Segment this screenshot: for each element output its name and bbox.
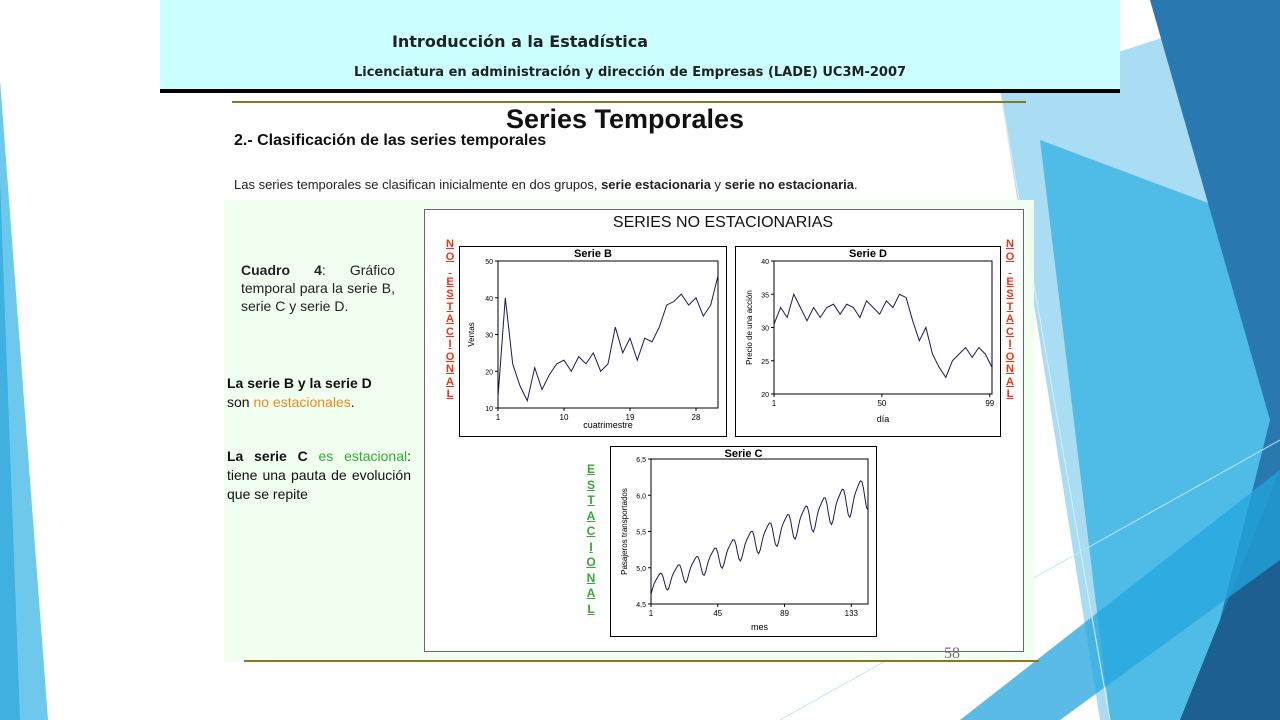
x-axis-label: cuatrimestre (583, 420, 633, 430)
label-letter: O (445, 350, 455, 363)
chart-title: Serie B (574, 248, 612, 260)
label-letter: O (1005, 250, 1015, 263)
series-line (651, 481, 868, 594)
serie-b-plot (460, 247, 726, 436)
top-rule (232, 101, 1026, 103)
chart-serie-d (735, 246, 1001, 437)
y-tick-label: 25 (761, 358, 769, 366)
chart-title: Serie D (849, 248, 887, 260)
x-tick-label: 45 (713, 609, 723, 618)
x-tick-label: 133 (844, 609, 858, 618)
label-letter: N (586, 570, 596, 585)
x-tick-label: 19 (625, 413, 635, 422)
header-rule (160, 89, 1120, 93)
y-tick-label: 35 (761, 292, 769, 300)
note-bd-highlight: no estacionales (253, 394, 351, 410)
serie-c-plot (611, 447, 876, 636)
label-letter: T (446, 300, 454, 313)
label-letter: S (586, 477, 595, 492)
label-letter: C (586, 524, 596, 538)
label-letter: S (1006, 288, 1014, 300)
label-letter: A (586, 586, 596, 600)
intro-period: . (854, 177, 858, 192)
x-axis-label: día (876, 414, 890, 424)
series-line (774, 294, 992, 377)
label-letter: L (1006, 388, 1014, 400)
label-no-estacional-right (1003, 238, 1017, 401)
label-no-estacional-left (443, 238, 457, 401)
y-tick-label: 10 (485, 406, 493, 413)
note-c-highlight: es estacional (318, 448, 408, 464)
label-letter: N (1006, 238, 1014, 250)
x-tick-label: 10 (559, 413, 569, 422)
x-tick-label: 1 (495, 413, 501, 422)
x-tick-label: 50 (877, 399, 887, 408)
label-letter: C (1006, 325, 1014, 338)
label-letter: T (587, 493, 595, 507)
intro-paragraph (234, 177, 858, 192)
label-letter: I (448, 338, 452, 350)
label-letter: O (1005, 350, 1015, 363)
course-title: Introducción a la Estadística (391, 32, 649, 51)
plot-area (774, 261, 992, 394)
x-tick-label: 89 (780, 609, 789, 618)
label-letter: E (446, 275, 454, 288)
note-bd-pre: son (227, 394, 254, 410)
label-letter: S (446, 288, 454, 300)
y-tick-label: 40 (761, 259, 769, 266)
y-tick-label: 50 (485, 259, 493, 266)
label-letter (1003, 263, 1017, 276)
y-tick-label: 30 (485, 332, 493, 340)
y-tick-label: 6,5 (636, 457, 646, 464)
series-line (498, 276, 718, 401)
label-letter: N (1006, 363, 1014, 375)
label-letter (443, 263, 457, 276)
label-letter: I (1008, 338, 1012, 350)
label-estacional (584, 462, 598, 617)
label-letter: I (589, 539, 593, 554)
note-c-bold: La serie C (227, 448, 308, 464)
section-title: 2.- Clasificación de las series temporales (234, 132, 547, 149)
caption-bold: Cuadro 4 (241, 262, 322, 278)
label-letter: A (446, 375, 454, 388)
x-tick-label: 99 (985, 399, 995, 408)
label-letter: E (586, 462, 595, 476)
y-axis-label: Precio de una acción (745, 290, 754, 365)
note-c-space (308, 448, 319, 464)
label-letter: A (446, 313, 454, 325)
note-series-c (227, 447, 411, 504)
label-letter: A (586, 508, 596, 523)
y-axis-label: Pasajeros transportados (620, 488, 629, 575)
note-bd-post: . (350, 394, 355, 410)
course-subtitle: Licenciatura en administración y dirección de Empresas (LADE) UC3M-2007 (353, 65, 907, 80)
figure-title: SERIES NO ESTACIONARIAS (612, 214, 834, 231)
y-tick-label: 20 (761, 392, 769, 399)
y-axis-label: Ventas (467, 322, 476, 347)
y-tick-label: 5,0 (636, 565, 646, 573)
y-tick-label: 30 (761, 325, 769, 333)
label-letter: E (1006, 275, 1014, 288)
note-bd-bold: La serie B y la serie D (227, 375, 372, 391)
chart-serie-c (610, 446, 877, 637)
chart-serie-b (459, 246, 727, 437)
intro-text: Las series temporales se clasifican inicialmente en dos grupos, (234, 177, 602, 192)
label-letter: L (587, 601, 595, 616)
label-letter: T (1006, 300, 1014, 313)
y-tick-label: 20 (485, 369, 493, 377)
label-letter: A (1006, 375, 1014, 388)
label-letter: O (445, 250, 455, 263)
x-tick-label: 28 (691, 413, 701, 422)
label-letter: N (446, 238, 454, 250)
y-tick-label: 5,5 (636, 529, 646, 537)
x-tick-label: 1 (771, 399, 777, 408)
y-tick-label: 40 (485, 295, 493, 303)
bottom-rule (244, 660, 1039, 662)
label-letter: O (586, 555, 596, 569)
y-tick-label: 6,0 (636, 493, 646, 501)
label-letter: A (1006, 313, 1014, 325)
page-title: Series Temporales (505, 104, 745, 134)
serie-d-plot (736, 247, 1000, 436)
intro-bold-stationary: serie estacionaria (601, 177, 711, 192)
caption-text: : Gráfico temporal para la serie B, serie C y serie D. (241, 262, 395, 314)
page-number: 58 (944, 645, 960, 662)
chart-title: Serie C (724, 448, 763, 460)
y-tick-label: 4,5 (636, 602, 646, 609)
label-letter: L (446, 388, 454, 400)
figure-caption (241, 261, 395, 315)
x-axis-label: mes (750, 622, 769, 632)
label-letter: N (446, 363, 454, 375)
plot-area (651, 459, 868, 604)
x-tick-label: 1 (648, 609, 654, 618)
intro-bold-nonstationary: serie no estacionaria (724, 177, 855, 192)
note-c-text: : tiene una pauta de evolución que se repite (227, 448, 411, 502)
label-letter: C (446, 325, 454, 338)
note-series-b-d (227, 374, 405, 412)
intro-connector: y (710, 177, 725, 192)
